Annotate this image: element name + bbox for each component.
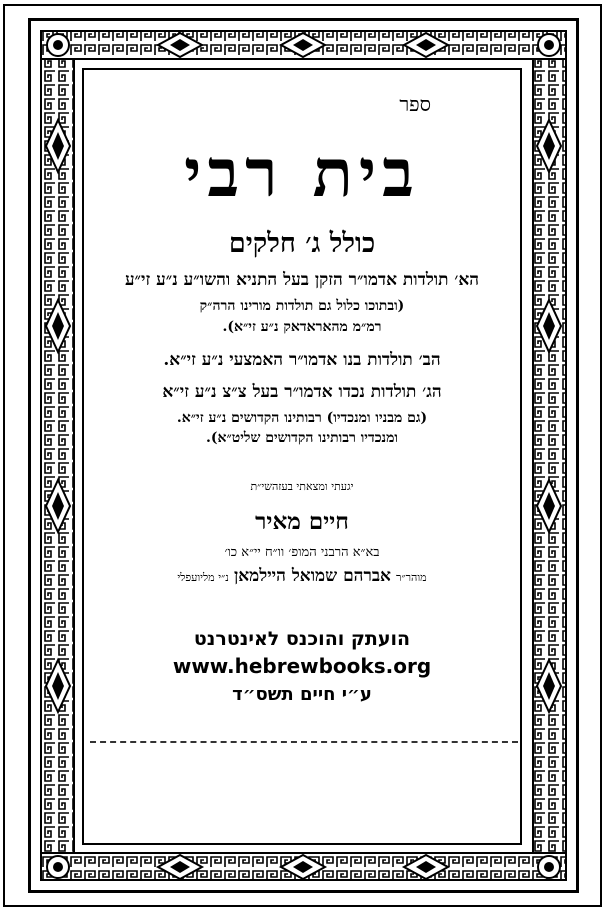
compiled-line: יגעתי ומצאתי בעזהשי״ת	[250, 480, 354, 493]
author-name: חיים מאיר	[255, 508, 349, 535]
part-one: הא׳ תולדות אדמו״ר הזקן בעל התניא והשו״ע נ״ע זי״ע	[124, 270, 480, 290]
parts-count: כולל ג׳ חלקים	[228, 228, 376, 259]
book-title: בית רבי	[184, 134, 420, 212]
part-two: הב׳ תולדות בנו אדמו״ר האמצעי נ״ע זי״א.	[163, 350, 441, 370]
part-three-note-2: ומנכדיו רבותינו הקדושים שליט״א).	[205, 430, 398, 446]
father-name: אברהם שמואל היילמאן	[233, 566, 391, 586]
dashed-divider	[90, 741, 518, 743]
part-one-note-1: (ובתוכו כלול גם תולדות מורינו הרה״ק	[199, 298, 405, 314]
father-suffix: נ״י מליועפלי	[177, 571, 229, 584]
part-three: הג׳ תולדות נכדו אדמו״ר בעל צ״צ נ״ע זי״א	[162, 382, 442, 402]
website-link[interactable]: www.hebrewbooks.org	[172, 654, 432, 678]
father-line	[92, 566, 512, 586]
sefer-label: ספר	[399, 92, 431, 116]
part-one-note-2: רמ״מ מהאראדאק נ״ע זי״א).	[222, 319, 382, 335]
credit-line: ע״י חיים תשס״ד	[232, 684, 372, 705]
copied-line: הועתק והוכנס לאינטרנט	[193, 628, 411, 650]
part-three-note-1: (גם מבניו ומנכדיו) רבותינו הקדושים נ״ע זי״א.	[176, 410, 428, 426]
author-lineage: בא״א הרבני המופ׳ וו״ח יי״א כו׳	[224, 545, 380, 560]
father-prefix: מוהר״ר	[396, 571, 427, 584]
